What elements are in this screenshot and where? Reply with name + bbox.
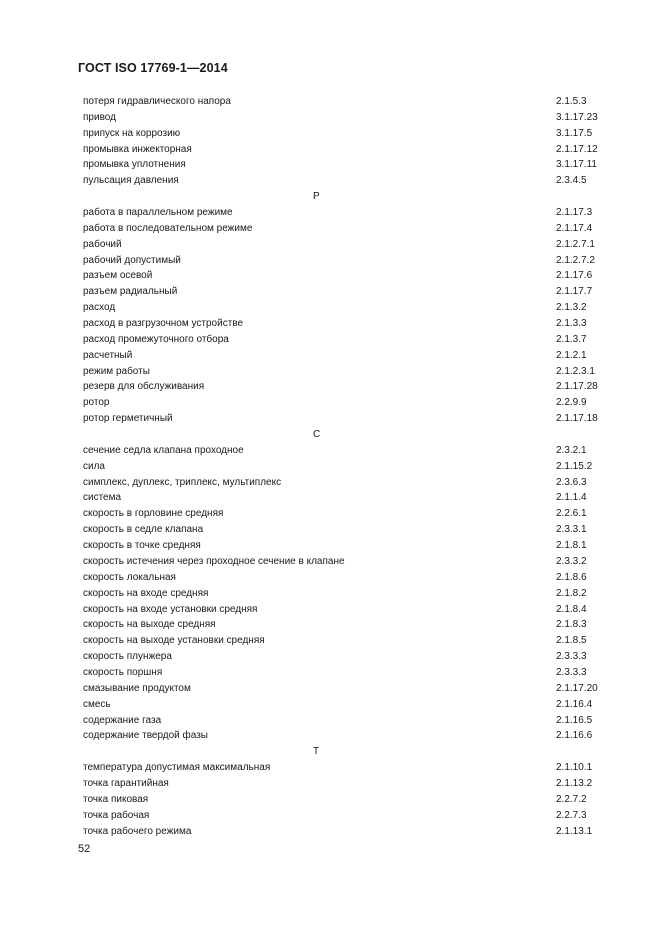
index-term: расход в разгрузочном устройстве xyxy=(83,318,244,330)
index-entry xyxy=(83,760,603,776)
index-term: скорость в седле клапана xyxy=(83,524,204,536)
index-letter-heading xyxy=(83,744,603,760)
index-letter: Р xyxy=(313,191,320,203)
index-term: скорость на выходе установки средняя xyxy=(83,635,265,647)
index-clause-number: 2.1.16.5 xyxy=(556,714,593,726)
index-letter: С xyxy=(313,429,321,441)
index-term: сила xyxy=(83,460,105,472)
index-entry xyxy=(83,776,603,792)
index-term: скорость в точке средняя xyxy=(83,540,201,552)
page-number: 52 xyxy=(78,843,91,855)
index-entry xyxy=(83,538,603,554)
index-letter-heading xyxy=(83,189,603,205)
index-entry xyxy=(83,713,603,729)
index-term: температура допустимая максимальная xyxy=(83,762,271,774)
index-clause-number: 2.1.17.3 xyxy=(556,207,593,219)
index-term: работа в последовательном режиме xyxy=(83,222,253,234)
index-entry xyxy=(83,633,603,649)
index-entry xyxy=(83,649,603,665)
index-clause-number: 2.1.17.7 xyxy=(556,286,593,298)
index-term: пульсация давления xyxy=(83,175,179,187)
index-term: промывка уплотнения xyxy=(83,159,186,171)
index-term: точка пиковая xyxy=(83,793,149,805)
index-entry xyxy=(83,808,603,824)
index-clause-number: 2.1.2.1 xyxy=(556,349,587,361)
index-clause-number: 2.2.9.9 xyxy=(556,397,587,409)
index-clause-number: 3.1.17.11 xyxy=(556,159,597,171)
index-entry xyxy=(83,332,603,348)
index-entry xyxy=(83,173,603,189)
index-clause-number: 2.3.3.2 xyxy=(556,555,587,567)
index-term: расход промежуточного отбора xyxy=(83,333,229,345)
index-clause-number: 2.1.3.3 xyxy=(556,318,587,330)
index-entry xyxy=(83,110,603,126)
index-clause-number: 2.1.8.2 xyxy=(556,587,587,599)
index-entry xyxy=(83,300,603,316)
index-clause-number: 2.1.15.2 xyxy=(556,460,593,472)
index-term: сечение седла клапана проходное xyxy=(83,444,244,456)
index-term: расчетный xyxy=(83,349,133,361)
index-entry xyxy=(83,728,603,744)
index-clause-number: 2.2.6.1 xyxy=(556,508,587,520)
index-term: промывка инжекторная xyxy=(83,143,192,155)
index-term: скорость поршня xyxy=(83,666,163,678)
index-entry xyxy=(83,237,603,253)
index-entry xyxy=(83,94,603,110)
index-clause-number: 2.2.7.2 xyxy=(556,793,587,805)
index-term: рабочий xyxy=(83,238,122,250)
index-entry xyxy=(83,221,603,237)
index-entry xyxy=(83,205,603,221)
index-clause-number: 2.3.2.1 xyxy=(556,444,587,456)
index-term: смесь xyxy=(83,698,111,710)
index-term: резерв для обслуживания xyxy=(83,381,205,393)
index-term: точка рабочего режима xyxy=(83,825,192,837)
index-clause-number: 2.1.16.4 xyxy=(556,698,593,710)
index-entry xyxy=(83,395,603,411)
index-clause-number: 2.1.10.1 xyxy=(556,762,593,774)
index-term: разъем осевой xyxy=(83,270,153,282)
index-entry xyxy=(83,268,603,284)
index-term: ротор герметичный xyxy=(83,413,173,425)
index-entry xyxy=(83,681,603,697)
index-term: припуск на коррозию xyxy=(83,127,181,139)
index-clause-number: 2.1.1.4 xyxy=(556,492,587,504)
index-clause-number: 3.1.17.23 xyxy=(556,111,598,123)
index-entry xyxy=(83,586,603,602)
index-clause-number: 2.1.17.28 xyxy=(556,381,598,393)
index-entry xyxy=(83,824,603,840)
index-clause-number: 2.3.6.3 xyxy=(556,476,587,488)
index-entry xyxy=(83,490,603,506)
index-entry xyxy=(83,617,603,633)
index-clause-number: 2.1.3.2 xyxy=(556,302,587,314)
index-term: содержание твердой фазы xyxy=(83,730,208,742)
index-entry xyxy=(83,506,603,522)
index-clause-number: 2.1.17.6 xyxy=(556,270,593,282)
index-clause-number: 2.3.3.3 xyxy=(556,666,587,678)
index-term: система xyxy=(83,492,122,504)
index-clause-number: 2.1.8.1 xyxy=(556,540,587,552)
index-term: скорость плунжера xyxy=(83,651,172,663)
index-term: смазывание продуктом xyxy=(83,682,191,694)
index-term: точка гарантийная xyxy=(83,777,169,789)
index-term: потеря гидравлического напора xyxy=(83,96,231,107)
index-clause-number: 2.1.8.3 xyxy=(556,619,587,631)
index-entry xyxy=(83,665,603,681)
index-clause-number: 2.1.17.4 xyxy=(556,222,593,234)
index-clause-number: 2.1.8.4 xyxy=(556,603,587,615)
index-entry xyxy=(83,284,603,300)
index-entry xyxy=(83,697,603,713)
index-term: точка рабочая xyxy=(83,809,150,821)
index-clause-number: 2.1.2.3.1 xyxy=(556,365,595,377)
index-entry xyxy=(83,475,603,491)
index-clause-number: 2.3.3.1 xyxy=(556,524,587,536)
index-entry xyxy=(83,443,603,459)
index-term: содержание газа xyxy=(83,714,162,726)
index-entry xyxy=(83,348,603,364)
index-entry xyxy=(83,602,603,618)
index-clause-number: 3.1.17.5 xyxy=(556,127,593,139)
index-clause-number: 2.1.3.7 xyxy=(556,333,587,345)
index-clause-number: 2.1.2.7.1 xyxy=(556,238,595,250)
index-clause-number: 2.1.13.1 xyxy=(556,825,593,837)
index-entry xyxy=(83,253,603,269)
index-term: скорость локальная xyxy=(83,571,176,583)
index-term: работа в параллельном режиме xyxy=(83,207,233,219)
index-term: скорость в горловине средняя xyxy=(83,508,224,520)
index-entry xyxy=(83,522,603,538)
index-clause-number: 2.3.3.3 xyxy=(556,651,587,663)
index-term: скорость на входе средняя xyxy=(83,587,209,599)
index-entry xyxy=(83,554,603,570)
index-term: скорость истечения через проходное сечение в клапане xyxy=(83,555,345,567)
index-term: ротор xyxy=(83,397,110,409)
index-entry xyxy=(83,364,603,380)
index-clause-number: 2.1.16.6 xyxy=(556,730,593,742)
index-entry xyxy=(83,379,603,395)
index-clause-number: 2.1.5.3 xyxy=(556,96,587,107)
index-clause-number: 2.2.7.3 xyxy=(556,809,587,821)
index-entry xyxy=(83,792,603,808)
index-clause-number: 2.1.8.5 xyxy=(556,635,587,647)
index-entry xyxy=(83,570,603,586)
index-term: расход xyxy=(83,302,116,314)
index-clause-number: 2.1.8.6 xyxy=(556,571,587,583)
index-clause-number: 2.3.4.5 xyxy=(556,175,587,187)
alphabetical-index xyxy=(83,94,603,839)
index-letter: Т xyxy=(313,746,320,758)
index-entry xyxy=(83,157,603,173)
index-entry xyxy=(83,126,603,142)
index-clause-number: 2.1.2.7.2 xyxy=(556,254,595,266)
index-term: скорость на выходе средняя xyxy=(83,619,216,631)
index-term: привод xyxy=(83,111,116,123)
index-clause-number: 2.1.13.2 xyxy=(556,777,593,789)
index-term: скорость на входе установки средняя xyxy=(83,603,258,615)
index-term: рабочий допустимый xyxy=(83,254,181,266)
index-entry xyxy=(83,316,603,332)
index-clause-number: 2.1.17.20 xyxy=(556,682,598,694)
index-entry xyxy=(83,411,603,427)
index-clause-number: 2.1.17.12 xyxy=(556,143,598,155)
index-clause-number: 2.1.17.18 xyxy=(556,413,598,425)
index-entry xyxy=(83,142,603,158)
index-term: режим работы xyxy=(83,365,150,377)
document-header: ГОСТ ISO 17769-1—2014 xyxy=(78,61,228,75)
index-term: разъем радиальный xyxy=(83,286,178,298)
index-term: симплекс, дуплекс, триплекс, мультиплекс xyxy=(83,476,282,488)
index-entry xyxy=(83,459,603,475)
index-letter-heading xyxy=(83,427,603,443)
